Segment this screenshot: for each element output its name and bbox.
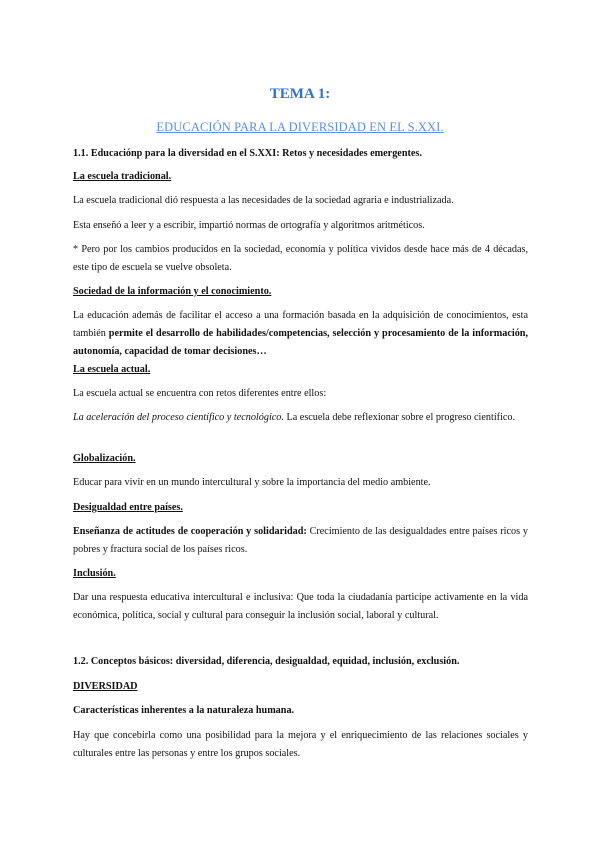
paragraph-tradicional-1: La escuela tradicional dió respuesta a las necesidades de la sociedad agraria e industrializada. (73, 195, 454, 206)
paragraph-tradicional-2: Esta enseñó a leer y a escribir, impartió normas de ortografía y algoritmos aritméticos. (73, 220, 425, 231)
heading-diversidad: DIVERSIDAD (73, 681, 138, 692)
paragraph-desigualdad-bold: Enseñanza de actitudes de cooperación y solidaridad: (73, 526, 307, 537)
paragraph-desigualdad (73, 523, 528, 559)
section-heading-1-1: 1.1. Educaciónp para la diversidad en el S.XXI: Retos y necesidades emergentes. (73, 148, 422, 159)
paragraph-globalizacion: Educar para vivir en un mundo intercultural y sobre la importancia del medio ambiente. (73, 477, 431, 488)
paragraph-actual-rest: La escuela debe reflexionar sobre el progreso científico. (283, 412, 516, 423)
heading-inclusion: Inclusión. (73, 568, 116, 579)
paragraph-actual-italic: La aceleración del proceso científico y tecnológico. (73, 412, 284, 423)
paragraph-sociedad-informacion (73, 307, 528, 361)
paragraph-tradicional-3: * Pero por los cambios producidos en la sociedad, economía y política vividos desde hace más de 4 décadas, este tipo de escuela se vuelve obsoleta. (73, 244, 528, 273)
page-title: TEMA 1: (269, 86, 331, 102)
paragraph-actual-1: La escuela actual se encuentra con retos diferentes entre ellos: (73, 388, 327, 399)
paragraph-diversidad: Hay que concebirla como una posibilidad para la mejora y el enriquecimiento de las relaciones sociales y culturales entre las personas y entre los grupos sociales. (73, 730, 528, 759)
heading-globalizacion: Globalización. (73, 453, 136, 464)
paragraph-actual-2 (73, 409, 528, 427)
paragraph-sociedad-start: La educación además de facilitar el acceso a una formación basada en la adquisición de conocimientos, esta también (73, 310, 528, 339)
heading-escuela-actual: La escuela actual. (73, 364, 151, 375)
heading-sociedad-informacion: Sociedad de la información y el conocimiento. (73, 286, 272, 297)
heading-escuela-tradicional: La escuela tradicional. (73, 171, 172, 182)
paragraph-sociedad-bold: permite el desarrollo de habilidades/competencias, selección y procesamiento de la información, autonomía, capacidad de tomar decisiones… (73, 328, 528, 357)
paragraph-desigualdad-rest: Crecimiento de las desigualdades entre países ricos y pobres y fractura social de los países ricos. (73, 526, 528, 555)
page-subtitle: EDUCACIÓN PARA LA DIVERSIDAD EN EL S.XXI. (156, 120, 444, 134)
heading-desigualdad: Desigualdad entre países. (73, 502, 183, 513)
section-heading-1-2: 1.2. Conceptos básicos: diversidad, diferencia, desigualdad, equidad, inclusión, exclusión. (73, 656, 460, 667)
subheading-diversidad: Características inherentes a la naturaleza humana. (73, 705, 295, 716)
paragraph-inclusion: Dar una respuesta educativa intercultural e inclusiva: Que toda la ciudadanía participe activamente en la vida económica, política, social y cultural para conseguir la inclusión social, laboral y cultural. (73, 592, 528, 621)
